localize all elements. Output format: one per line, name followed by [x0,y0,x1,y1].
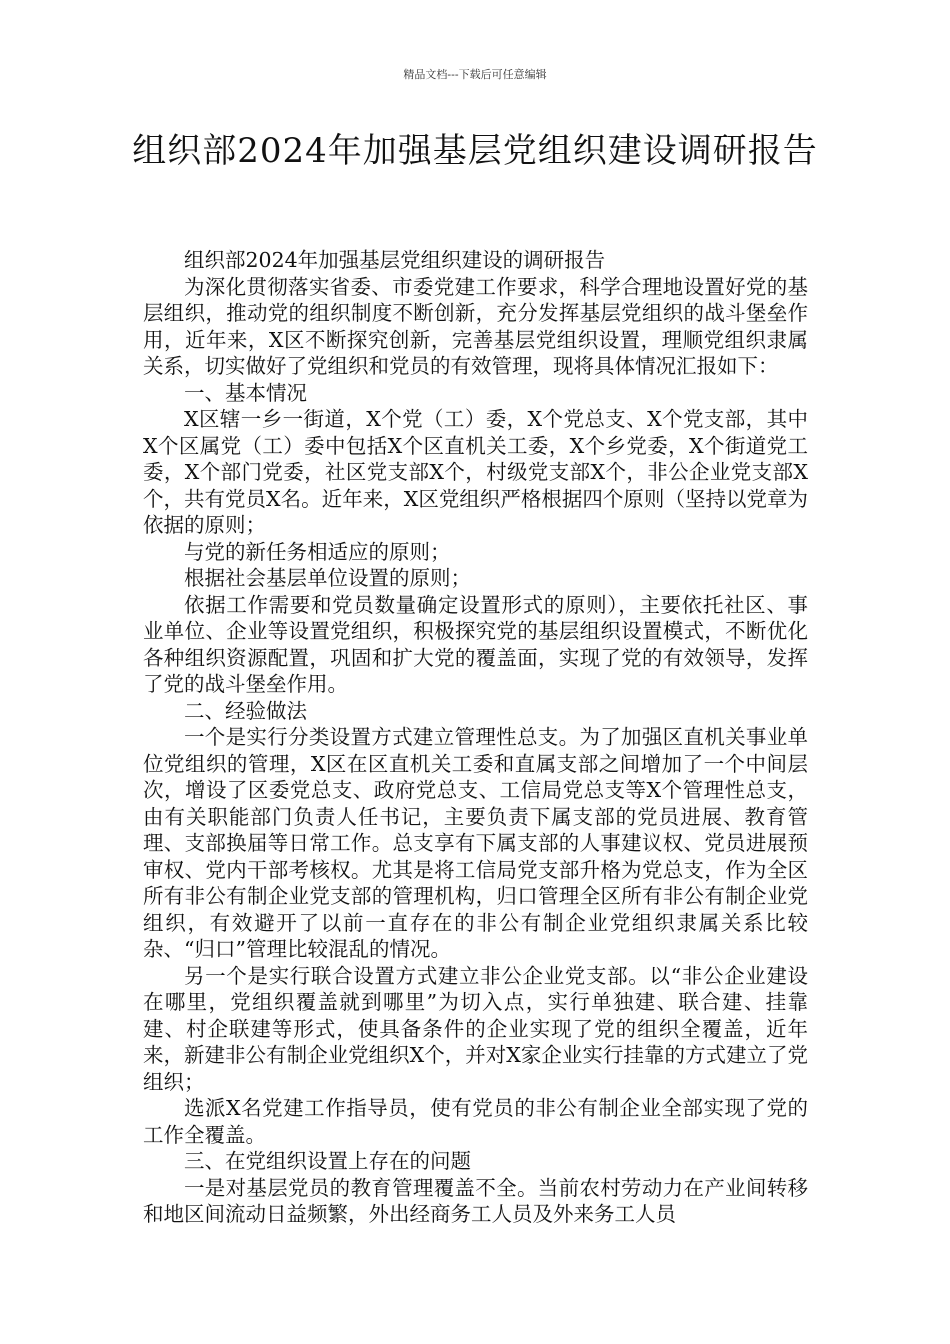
paragraph: 选派X名党建工作指导员，使有党员的非公有制企业全部实现了党的工作全覆盖。 [143,1096,808,1147]
paragraph-subtitle: 组织部2024年加强基层党组织建设的调研报告 [184,248,606,272]
paragraph: 与党的新任务相适应的原则； [184,539,451,564]
paragraph: 为深化贯彻落实省委、市委党建工作要求，科学合理地设置好党的基层组织，推动党的组织制度不断创新，充分发挥基层党组织的战斗堡垒作用，近年来，X区不断探究创新，完善基层党组织设置，理顺党组织隶属关系，切实做好了党组织和党员的有效管理，现将具体情况汇报如下： [143,274,808,378]
section-heading-experience: 二、经验做法 [184,698,307,723]
header-note: 精品文档---下载后可任意编辑 [403,68,547,81]
paragraph: 一是对基层党员的教育管理覆盖不全。当前农村劳动力在产业间转移和地区间流动日益频繁，外出经商务工人员及外来务工人员 [143,1175,808,1226]
section-heading-basic: 一、基本情况 [184,380,307,405]
document-title: 组织部2024年加强基层党组织建设调研报告 [132,131,818,171]
paragraph: 一个是实行分类设置方式建立管理性总支。为了加强区直机关事业单位党组织的管理，X区在区直机关工委和直属支部之间增加了一个中间层次，增设了区委党总支、政府党总支、工信局党总支等X个管理性总支，由有关职能部门负责人任书记，主要负责下属支部的党员进展、教育管理、支部换届等日常工作。总支享有下属支部的人事建议权、党员进展预审权、党内干部考核权。尤其是将工信局党支部升格为党总支，作为全区所有非公有制企业党支部的管理机构，归口管理全区所有非公有制企业党组织，有效避开了以前一直存在的非公有制企业党组织隶属关系比较杂、“归口”管理比较混乱的情况。 [143,725,808,961]
paragraph: X区辖一乡一街道，X个党（工）委，X个党总支、X个党支部，其中X个区属党（工）委中包括X个区直机关工委，X个乡党委，X个街道党工委，X个部门党委，社区党支部X个，村级党支部X个，非公企业党支部X个，共有党员X名。近年来，X区党组织严格根据四个原则（坚持以党章为依据的原则； [143,407,808,537]
section-heading-problems: 三、在党组织设置上存在的问题 [184,1149,471,1173]
paragraph: 根据社会基层单位设置的原则； [184,566,471,590]
paragraph: 依据工作需要和党员数量确定设置形式的原则），主要依托社区、事业单位、企业等设置党组织，积极探究党的基层组织设置模式，不断优化各种组织资源配置，巩固和扩大党的覆盖面，实现了党的有效领导，发挥了党的战斗堡垒作用。 [143,592,808,696]
document-body [143,247,808,1228]
paragraph: 另一个是实行联合设置方式建立非公企业党支部。以“非公企业建设在哪里，党组织覆盖就到哪里”为切入点，实行单独建、联合建、挂靠建、村企联建等形式，使具备条件的企业实现了党的组织全覆盖，近年来，新建非公有制企业党组织X个，并对X家企业实行挂靠的方式建立了党组织； [143,963,808,1094]
